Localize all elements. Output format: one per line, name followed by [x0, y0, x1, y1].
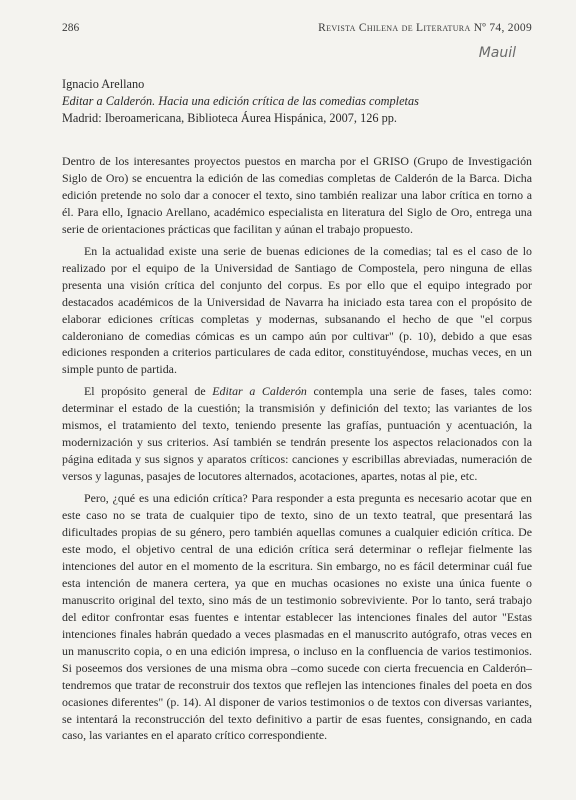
review-body: [62, 153, 532, 749]
body-paragraph-2: En la actualidad existe una serie de buenas ediciones de la comedias; tal es el caso de lo realizado por el equipo de la Universidad de Santiago de Compostela, pero ninguna de ellas presenta una visión crítica del conjunto del corpus. Es por ello que el equipo integrado por destacados académicos de la Universidad de Navarra ha iniciado esta tarea con el propósito de elaborar ediciones críticas completas y modernas, subsanando el hecho de que "el corpus calderoniano de comedias cómicas es un campo aún por cultivar" (p. 10), debido a que esas ediciones responden a criterios particulares de cada editor, constituyéndose, muchas veces, en un simple punto de partida.: [62, 243, 532, 377]
review-publication-info: Madrid: Iberoamericana, Biblioteca Áurea Hispánica, 2007, 126 pp.: [62, 111, 397, 125]
review-book-title: Editar a Calderón. Hacia una edición crítica de las comedias completas: [62, 94, 419, 108]
book-title-reference: Editar a Calderón: [212, 384, 307, 399]
running-title: Revista Chilena de Literatura Nº 74, 2009: [318, 22, 532, 34]
body-paragraph-1: Dentro de los interesantes proyectos puestos en marcha por el GRISO (Grupo de Investigación Siglo de Oro) se encuentra la edición de las comedias completas de Calderón de la Barca. Dicha edición pretende no solo dar a conocer el texto, sino también realizar una labor crítica en torno a él. Para ello, Ignacio Arellano, académico especialista en literatura del Siglo de Oro, entrega una serie de orientaciones prácticas que facilitan y aúnan el trabajo propuesto.: [62, 154, 532, 236]
page-header: [62, 22, 532, 40]
body-paragraph-3-start: El propósito general de: [84, 384, 213, 399]
handwritten-annotation: Mauil: [478, 45, 516, 61]
body-paragraph-4: Pero, ¿qué es una edición crítica? Para responder a esta pregunta es necesario acotar que en este caso no se trata de cualquier tipo de texto, sino de un texto teatral, que presentará las dificultades propias de su género, pero también aquellas comunes a cualquier edición crítica. De este modo, el objetivo central de una edición crítica será determinar o reflejar fielmente las intenciones del autor en el momento de la escritura. Sin embargo, no es fácil determinar cuál fue esta intención de manera certera, ya que en muchas ocasiones no existe una única fuente o manuscrito original del texto, sino más de un testimonio sobreviviente. Por lo tanto, será trabajo del editor confrontar esas fuentes e intentar establecer las intenciones finales del autor "Estas intenciones finales habrán quedado a veces plasmadas en el manuscrito autógrafo, otras veces en un manuscrito copia, o en una edición impresa, o incluso en la confluencia de varios testimonios. Si poseemos dos versiones de una misma obra –como sucede con cierta frecuencia en Calderón– tendremos que tratar de reconstruir dos textos que reflejen las intenciones finales del poeta en dos ocasiones diferentes" (p. 14). Al disponer de varios testimonios o de textos con diversas variantes, se intentará la reconstrucción del texto definitivo a partir de esas fuentes, consignando, en cada caso, las variantes en el aparato crítico correspondiente.: [62, 491, 532, 743]
review-bibliographic-entry: [62, 76, 532, 127]
page-number: 286: [62, 22, 80, 34]
body-paragraph-3: [62, 383, 532, 485]
body-paragraph-3-rest: contempla una serie de fases, tales como: determinar el estado de la cuestión; la transmisión y definición del texto; las variantes de los mismos, el tratamiento del texto, teniendo presente las grafías, puntuación y acentuación, la modernización y sus criterios. Así también se tendrán presente los aspectos relacionados con la página editada y sus signos y aparatos críticos: canciones y escribillas abreviadas, numeración de versos y lagunas, pasajes de locutores alternados, acotaciones, apartes, notas al pie, etc.: [62, 384, 533, 484]
review-author: Ignacio Arellano: [62, 77, 145, 91]
